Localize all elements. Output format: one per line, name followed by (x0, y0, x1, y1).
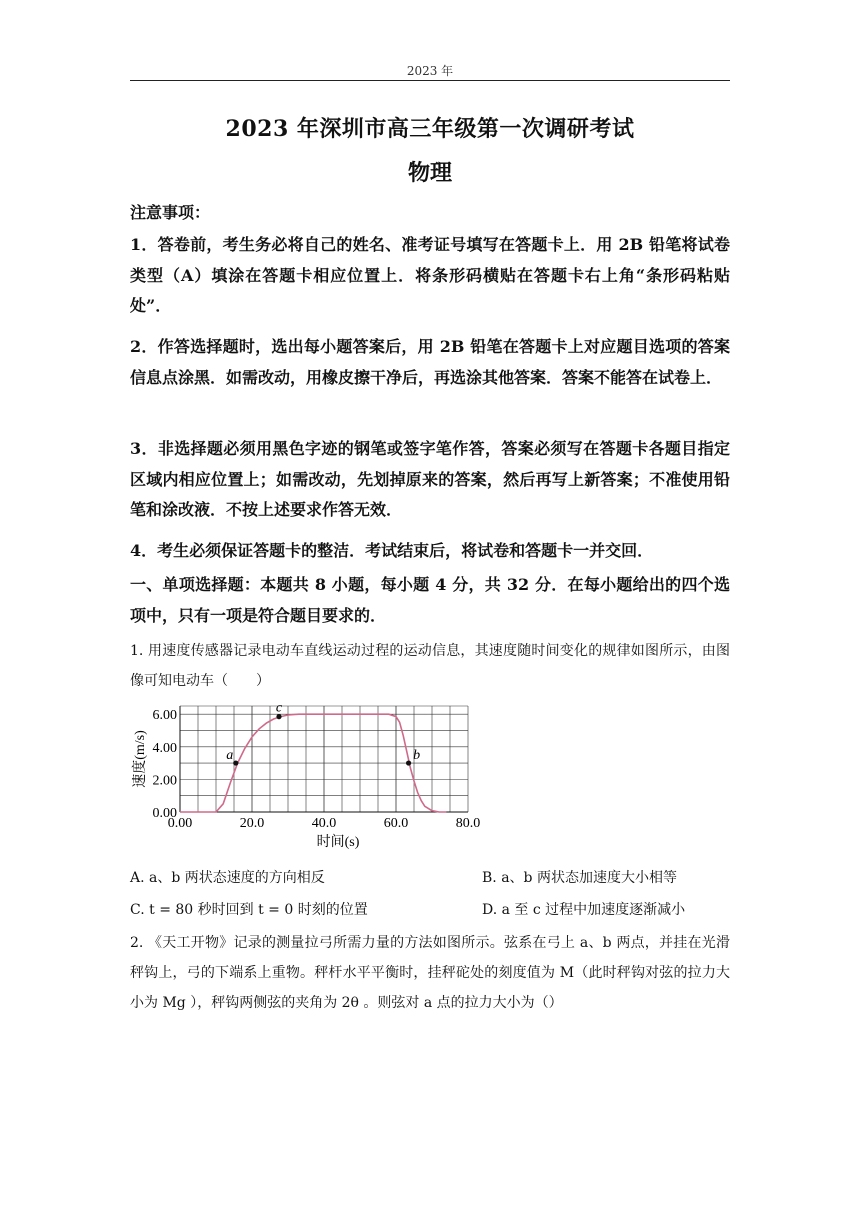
notice-item-2: 2．作答选择题时，选出每小题答案后，用 2B 铅笔在答题卡上对应题目选项的答案信息点涂黑．如需改动，用橡皮擦干净后，再选涂其他答案．答案不能答在试卷上． (130, 337, 730, 387)
velocity-time-chart (118, 700, 498, 860)
y-axis-label: 速度(m/s) (133, 730, 148, 788)
x-tick-label: 80.0 (455, 816, 481, 831)
y-tick-label: 0.00 (152, 806, 177, 821)
point-b (406, 760, 411, 765)
exam-title: 2023 年深圳市高三年级第一次调研考试 (225, 116, 635, 142)
subject-title: 物理 (407, 160, 452, 186)
notice-item-1: 1．答卷前，考生务必将自己的姓名、准考证号填写在答题卡上．用 2B 铅笔将试卷类型（A）填涂在答题卡相应位置上．将条形码横贴在答题卡右上角“条形码粘贴处”． (130, 235, 730, 315)
y-tick-label: 6.00 (152, 708, 177, 724)
point-label-a: a (226, 748, 234, 764)
x-tick-label: 40.0 (311, 816, 337, 831)
x-tick-label: 60.0 (383, 816, 409, 831)
question-2-stem: 2. 《天工开物》记录的测量拉弓所需力量的方法如图所示。弦系在弓上 a、b 两点，并挂在光滑秤钩上，弓的下端系上重物。秤杆水平平衡时，挂秤砣处的刻度值为 M（此时秤钩对弦的拉力大小为 Mg ），秤钩两侧弦的夹角为 2θ 。则弦对 a 点的拉力大小为（） (130, 935, 730, 1011)
chart-grid (180, 706, 468, 812)
notice-item-4: 4．考生必须保证答题卡的整洁．考试结束后，将试卷和答题卡一并交回． (130, 541, 654, 560)
x-axis-label: 时间(s) (316, 835, 360, 850)
header-rule (130, 80, 730, 81)
x-tick-label: 20.0 (239, 816, 265, 831)
x-tick-label: 0.00 (167, 816, 193, 831)
point-label-b: b (413, 748, 421, 764)
point-label-c: c (275, 700, 283, 716)
question-1-stem: 1. 用速度传感器记录电动车直线运动过程的运动信息，其速度随时间变化的规律如图所示，由图像可知电动车（ ） (130, 643, 730, 689)
question-1-option-d: D. a 至 c 过程中加速度逐渐减小 (482, 902, 686, 918)
notice-item-3: 3．非选择题必须用黑色字迹的钢笔或签字笔作答，答案必须写在答题卡各题目指定区域内相应位置上；如需改动，先划掉原来的答案，然后再写上新答案；不准使用铅笔和涂改液．不按上述要求作答无效． (130, 439, 730, 519)
y-tick-label: 4.00 (152, 740, 177, 756)
notice-heading: 注意事项： (130, 203, 211, 222)
question-1-option-c: C. t = 80 秒时回到 t = 0 时刻的位置 (130, 902, 368, 918)
section-heading: 一、单项选择题：本题共 8 小题，每小题 4 分，共 32 分．在每小题给出的四个选项中，只有一项是符合题目要求的． (130, 575, 730, 625)
point-a (233, 760, 238, 765)
question-1-option-a: A. a、b 两状态速度的方向相反 (130, 870, 325, 886)
running-header: 2023 年 (406, 64, 454, 78)
question-1-option-b: B. a、b 两状态加速度大小相等 (482, 870, 677, 886)
y-tick-label: 2.00 (152, 773, 177, 789)
